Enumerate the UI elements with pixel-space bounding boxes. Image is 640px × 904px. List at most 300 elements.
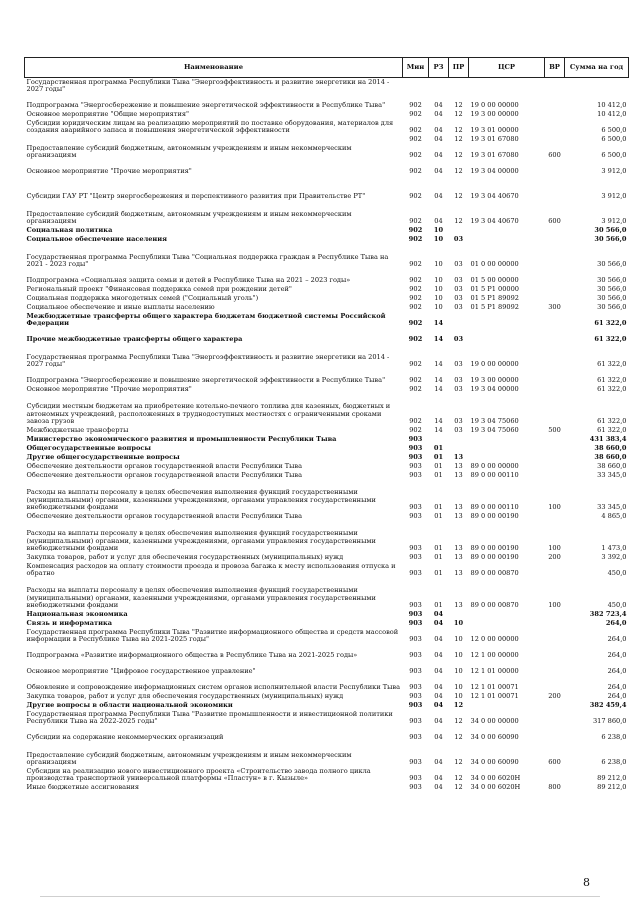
table-row [25,619,629,628]
cell-name: Социальная политика [26,226,113,235]
cell-name: Обновление и сопровождение информационных систем органов исполнительной власти Республики Тыва [26,683,401,692]
cell-min: 903 [409,544,422,553]
cell-csr [469,226,545,235]
cell-name: Предоставление субсидий бюджетным, автономным учреждениям и иным некоммерческим организациям [26,143,352,160]
cell-min: 902 [409,217,422,226]
cell-sum: 6 500,0 [601,126,627,135]
cell-min: 902 [409,110,422,119]
cell-rz: 04 [434,167,443,176]
cell-sum: 89 212,0 [597,774,627,783]
cell-vr [545,660,565,676]
cell-rz: 10 [434,294,443,303]
cell-min: 903 [408,610,423,619]
cell-sum: 450,0 [607,601,627,610]
table-row [25,471,629,480]
cell-min: 902 [409,376,422,385]
cell-rz: 14 [434,360,443,369]
cell-sum: 33 345,0 [597,503,627,512]
cell-name: Субсидии на реализацию нового инвестиционного проекта «Строительство завода полного цикла производства транспортной универсальной платформы «Пластун» в г. Кызыле» [26,766,371,783]
cell-min: 903 [409,758,422,767]
cell-rz: 10 [433,235,444,244]
cell-rz: 14 [433,319,444,328]
cell-rz: 10 [434,285,443,294]
table-row [25,676,629,692]
cell-csr: 34 0 00 6020Н [470,783,521,792]
cell-pr: 10 [454,692,463,701]
cell-name: Расходы на выплаты персоналу в целях обеспечения выполнения функций государственными (муниципальными) органами, казенными учреждениями, органами управления государственными внебюджетными фондами [26,529,376,553]
table-row [25,610,629,619]
cell-name: Обеспечение деятельности органов государственной власти Республики Тыва [26,462,303,471]
cell-name [25,135,403,144]
cell-sum: 382 723,4 [589,610,627,619]
cell-rz: 04 [434,717,443,726]
table-row [25,294,629,303]
cell-pr: 13 [454,601,463,610]
cell-min: 903 [408,435,423,444]
cell-sum: 89 212,0 [597,783,627,792]
header-min: Мин [403,58,429,78]
cell-csr: 34 0 00 6020Н [470,774,521,783]
cell-sum: 61 322,0 [594,335,627,344]
cell-min: 903 [409,471,422,480]
cell-name: Подпрограмма «Социальная защита семьи и детей в Республике Тыва на 2021 – 2023 годы» [26,276,351,285]
cell-csr: 12 1 01 00071 [470,692,519,701]
cell-sum: 61 322,0 [597,376,627,385]
cell-sum: 3 392,0 [601,553,627,562]
cell-vr [545,135,565,144]
cell-pr: 03 [454,260,463,269]
cell-rz: 10 [434,276,443,285]
cell-vr [545,176,565,201]
cell-vr [545,235,565,244]
cell-csr: 19 3 00 00000 [470,376,519,385]
cell-min: 903 [409,692,422,701]
cell-vr [545,767,565,783]
cell-vr [545,676,565,692]
cell-rz: 04 [433,619,444,628]
cell-rz: 04 [434,733,443,742]
cell-csr: 19 3 04 75060 [470,426,519,435]
table-row [25,426,629,435]
cell-csr: 19 3 01 67080 [470,135,519,144]
cell-rz: 04 [433,610,444,619]
cell-min: 903 [409,651,422,660]
cell-csr: 89 0 00 00190 [470,553,519,562]
cell-min: 903 [409,462,422,471]
cell-csr [469,444,545,453]
cell-csr [469,619,545,628]
cell-name: Расходы на выплаты персоналу в целях обеспечения выполнения функций государственными (муниципальными) органами, казенными учреждениями, органами управления государственными внебюджетными фондами [26,488,376,512]
header-rz: РЗ [429,58,449,78]
cell-min: 903 [409,635,422,644]
table-row [25,521,629,553]
table-row [25,435,629,444]
cell-name: Государственная программа Республики Тыва "Энергоэффективность и развитие энергетики на 2014 - 2027 годы" [26,77,390,94]
table-row [25,369,629,385]
cell-csr [469,312,545,328]
cell-pr: 03 [454,294,463,303]
cell-csr: 19 3 01 67080 [470,151,519,160]
cell-pr [449,610,469,619]
cell-name: Подпрограмма "Энергосбережение и повышение энергетической эффективности в Республике Тыва" [26,376,386,385]
cell-sum: 6 500,0 [601,151,627,160]
cell-sum: 264,0 [607,667,627,676]
cell-min: 902 [408,235,423,244]
cell-rz: 14 [434,426,443,435]
table-row [25,110,629,119]
cell-pr: 10 [454,635,463,644]
table-row [25,344,629,369]
cell-min: 903 [408,619,423,628]
cell-pr: 03 [454,276,463,285]
cell-pr: 03 [453,335,464,344]
cell-csr: 19 3 04 40670 [470,217,519,226]
cell-pr: 10 [454,683,463,692]
cell-pr: 03 [454,285,463,294]
page-number: 8 [583,876,590,889]
cell-rz: 04 [434,692,443,701]
cell-pr: 13 [454,503,463,512]
cell-vr [545,160,565,176]
table-row [25,176,629,201]
cell-rz: 04 [434,783,443,792]
cell-pr: 12 [454,192,463,201]
cell-csr: 12 1 01 00000 [470,667,519,676]
table-row [25,328,629,344]
cell-name: Государственная программа Республики Тыва "Энергоэффективность и развитие энергетики на 2014 - 2027 годы" [26,352,390,369]
cell-sum: 3 912,0 [601,217,627,226]
cell-vr [545,110,565,119]
table-body [25,78,629,793]
cell-pr: 03 [454,360,463,369]
cell-sum: 3 912,0 [601,192,627,201]
cell-csr: 12 0 00 00000 [470,635,519,644]
cell-sum: 382 459,4 [589,701,627,710]
cell-name: Основное мероприятие "Прочие мероприятия" [26,167,192,176]
cell-sum: 30 566,0 [594,226,627,235]
table-row [25,644,629,660]
cell-min: 902 [409,303,422,312]
table-row [25,767,629,783]
cell-sum [565,78,629,95]
cell-min: 902 [409,426,422,435]
cell-vr [545,726,565,742]
cell-min: 903 [409,774,422,783]
cell-rz: 04 [434,101,443,110]
cell-pr [449,444,469,453]
cell-pr: 12 [454,733,463,742]
cell-min: 902 [409,294,422,303]
cell-vr [545,244,565,269]
cell-sum: 61 322,0 [594,319,627,328]
cell-pr: 03 [454,376,463,385]
cell-pr: 10 [453,619,464,628]
cell-csr: 19 3 04 75060 [470,417,519,426]
table-row [25,553,629,562]
cell-csr: 89 0 00 00870 [470,601,519,610]
cell-vr: 100 [548,503,561,512]
cell-csr: 19 3 00 00000 [470,110,519,119]
cell-sum: 33 345,0 [597,471,627,480]
cell-pr: 12 [454,167,463,176]
cell-csr: 12 1 00 00000 [470,651,519,660]
cell-rz: 04 [434,774,443,783]
cell-rz: 01 [434,462,443,471]
cell-pr: 03 [454,385,463,394]
cell-sum: 30 566,0 [597,276,627,285]
cell-min: 902 [409,167,422,176]
cell-min: 903 [409,733,422,742]
cell-name: Социальное обеспечение и иные выплаты населению [26,303,215,312]
cell-pr: 12 [454,110,463,119]
cell-min: 903 [408,701,423,710]
cell-name: Подпрограмма «Развитие информационного общества в Республике Тыва на 2021-2025 годы» [26,651,358,660]
cell-rz: 04 [434,135,443,144]
cell-name: Другие общегосударственные вопросы [26,453,180,462]
cell-pr: 13 [454,512,463,521]
cell-name: Государственная программа Республики Тыва "Социальная поддержка граждан в Республике Тыва на 2021 - 2023 годы" [26,252,389,269]
cell-sum: 38 660,0 [597,462,627,471]
cell-rz: 14 [434,385,443,394]
table-row [25,562,629,578]
cell-vr: 200 [548,553,561,562]
cell-rz: 01 [434,553,443,562]
cell-vr: 600 [548,758,561,767]
cell-sum: 38 660,0 [594,453,627,462]
cell-csr [469,701,545,710]
cell-name: Основное мероприятие "Цифровое государственное управление" [26,667,256,676]
table-row [25,783,629,792]
cell-sum: 264,0 [607,683,627,692]
cell-pr: 12 [454,126,463,135]
cell-pr: 03 [454,303,463,312]
cell-min: 902 [409,360,422,369]
cell-rz: 04 [434,217,443,226]
cell-pr: 12 [454,774,463,783]
budget-table [24,57,629,792]
table-row [25,119,629,135]
cell-min: 903 [409,667,422,676]
cell-vr [545,78,565,95]
table-row [25,710,629,726]
table-row [25,512,629,521]
cell-sum: 3 912,0 [601,167,627,176]
cell-pr: 03 [454,426,463,435]
cell-csr [469,235,545,244]
table-row [25,480,629,512]
cell-pr: 12 [454,717,463,726]
table-row [25,94,629,110]
cell-pr: 03 [454,417,463,426]
cell-name: Межбюджетные трансферты [26,426,129,435]
cell-sum: 264,0 [607,635,627,644]
cell-rz: 04 [434,151,443,160]
cell-vr [545,394,565,426]
cell-sum: 6 500,0 [601,135,627,144]
cell-pr: 10 [454,667,463,676]
cell-sum: 30 566,0 [597,285,627,294]
cell-csr: 19 0 00 00000 [470,360,519,369]
cell-name: Государственная программа Республики Тыва "Развитие информационного общества и средств массовой информации в Республике Тыва на 2021-2025 годы" [26,627,399,644]
cell-vr: 200 [548,692,561,701]
cell-sum: 30 566,0 [597,260,627,269]
header-name: Наименование [25,58,403,78]
cell-vr: 500 [548,426,561,435]
cell-csr: 89 0 00 00110 [470,471,519,480]
table-row [25,285,629,294]
cell-pr: 03 [453,235,464,244]
cell-csr [469,610,545,619]
cell-name: Государственная программа Республики Тыва "Развитие промышленности и инвестиционной политики Республики Тыва на 2022-2025 годы" [26,709,393,726]
cell-pr: 13 [454,462,463,471]
table-row [25,578,629,610]
cell-csr: 19 3 04 00000 [470,385,519,394]
cell-vr [545,344,565,369]
cell-name: Компенсация расходов на оплату стоимости проезда и провоза багажа к месту использования отпуска и обратно [26,561,396,578]
header-sum: Сумма на год [565,58,629,78]
cell-csr: 89 0 00 00190 [470,512,519,521]
cell-sum: 6 238,0 [601,758,627,767]
cell-rz: 01 [434,569,443,578]
cell-vr [545,444,565,453]
cell-pr: 13 [454,553,463,562]
cell-rz: 01 [434,471,443,480]
table-row [25,628,629,644]
table-row [25,244,629,269]
cell-name: Закупка товаров, работ и услуг для обеспечения государственных (муниципальных) нужд [26,553,344,562]
cell-vr [545,701,565,710]
cell-vr: 800 [548,783,561,792]
cell-csr: 12 1 01 00071 [470,683,519,692]
table-row [25,742,629,767]
cell-min: 903 [408,444,423,453]
table-row [25,462,629,471]
cell-sum: 4 865,0 [601,512,627,521]
cell-name: Общегосударственные вопросы [26,444,151,453]
table-row [25,701,629,710]
cell-sum: 61 322,0 [597,417,627,426]
cell-vr [545,462,565,471]
table-row [25,201,629,226]
cell-name: Национальная экономика [26,610,128,619]
cell-min: 903 [409,553,422,562]
cell-vr: 600 [548,217,561,226]
cell-vr [545,471,565,480]
cell-rz: 04 [434,667,443,676]
cell-min: 902 [408,226,423,235]
cell-vr [545,269,565,285]
cell-name: Обеспечение деятельности органов государственной власти Республики Тыва [26,471,303,480]
cell-min: 903 [408,453,423,462]
cell-pr [449,435,469,444]
table-row [25,726,629,742]
cell-min: 902 [409,276,422,285]
cell-min: 903 [409,503,422,512]
cell-min: 902 [409,101,422,110]
cell-sum: 30 566,0 [594,235,627,244]
cell-sum: 450,0 [607,569,627,578]
cell-csr: 01 5 P1 00000 [470,285,519,294]
cell-csr: 89 0 00 00110 [470,503,519,512]
table-row [25,303,629,312]
cell-vr [545,94,565,110]
cell-pr: 12 [453,701,464,710]
cell-sum: 431 383,4 [589,435,627,444]
cell-vr [545,512,565,521]
cell-sum: 38 660,0 [594,444,627,453]
cell-vr: 100 [548,601,561,610]
cell-sum: 61 322,0 [597,385,627,394]
cell-vr: 600 [548,151,561,160]
cell-vr [545,619,565,628]
cell-csr: 01 5 P1 89092 [470,303,519,312]
cell-vr [545,312,565,328]
cell-csr [469,328,545,344]
cell-name: Социальное обеспечение населения [26,235,168,244]
cell-rz: 01 [434,512,443,521]
cell-pr: 13 [454,471,463,480]
header-pr: ПР [449,58,469,78]
cell-sum: 30 566,0 [597,294,627,303]
cell-name: Другие вопросы в области национальной экономики [26,701,233,710]
cell-csr: 34 0 00 60090 [470,758,519,767]
cell-pr: 12 [454,217,463,226]
cell-name: Прочие межбюджетные трансферты общего характера [26,335,243,344]
cell-min: 902 [408,319,423,328]
cell-pr: 13 [454,569,463,578]
cell-pr [449,312,469,328]
cell-rz: 01 [433,453,444,462]
cell-vr [545,628,565,644]
cell-rz: 04 [434,683,443,692]
table-row [25,660,629,676]
cell-vr [545,710,565,726]
cell-vr [545,119,565,135]
cell-min: 902 [409,260,422,269]
table-row [25,444,629,453]
cell-csr: 34 0 00 60090 [470,733,519,742]
cell-sum: 10 412,0 [597,101,627,110]
cell-sum: 1 473,0 [601,544,627,553]
cell-min: 902 [409,126,422,135]
table-row [25,312,629,328]
cell-min [403,78,429,95]
cell-name: Основное мероприятие "Общие мероприятия" [26,110,190,119]
cell-rz [429,78,449,95]
cell-min: 902 [409,151,422,160]
cell-rz: 10 [433,226,444,235]
cell-csr: 19 0 00 00000 [470,101,519,110]
cell-rz: 14 [434,376,443,385]
cell-vr [545,328,565,344]
cell-min: 903 [409,569,422,578]
cell-vr [545,644,565,660]
cell-pr: 13 [454,544,463,553]
bottom-rule [40,896,600,897]
cell-name: Связь и информатика [26,619,113,628]
cell-csr: 19 3 04 00000 [470,167,519,176]
cell-name: Региональный проект "Финансовая поддержка семей при рождении детей" [26,285,292,294]
cell-csr [469,453,545,462]
cell-csr: 89 0 00 00190 [470,544,519,553]
cell-rz: 01 [434,544,443,553]
table-row [25,160,629,176]
cell-pr: 10 [454,651,463,660]
cell-rz: 14 [433,335,444,344]
cell-rz: 04 [433,701,444,710]
cell-vr [545,294,565,303]
cell-rz: 14 [434,417,443,426]
